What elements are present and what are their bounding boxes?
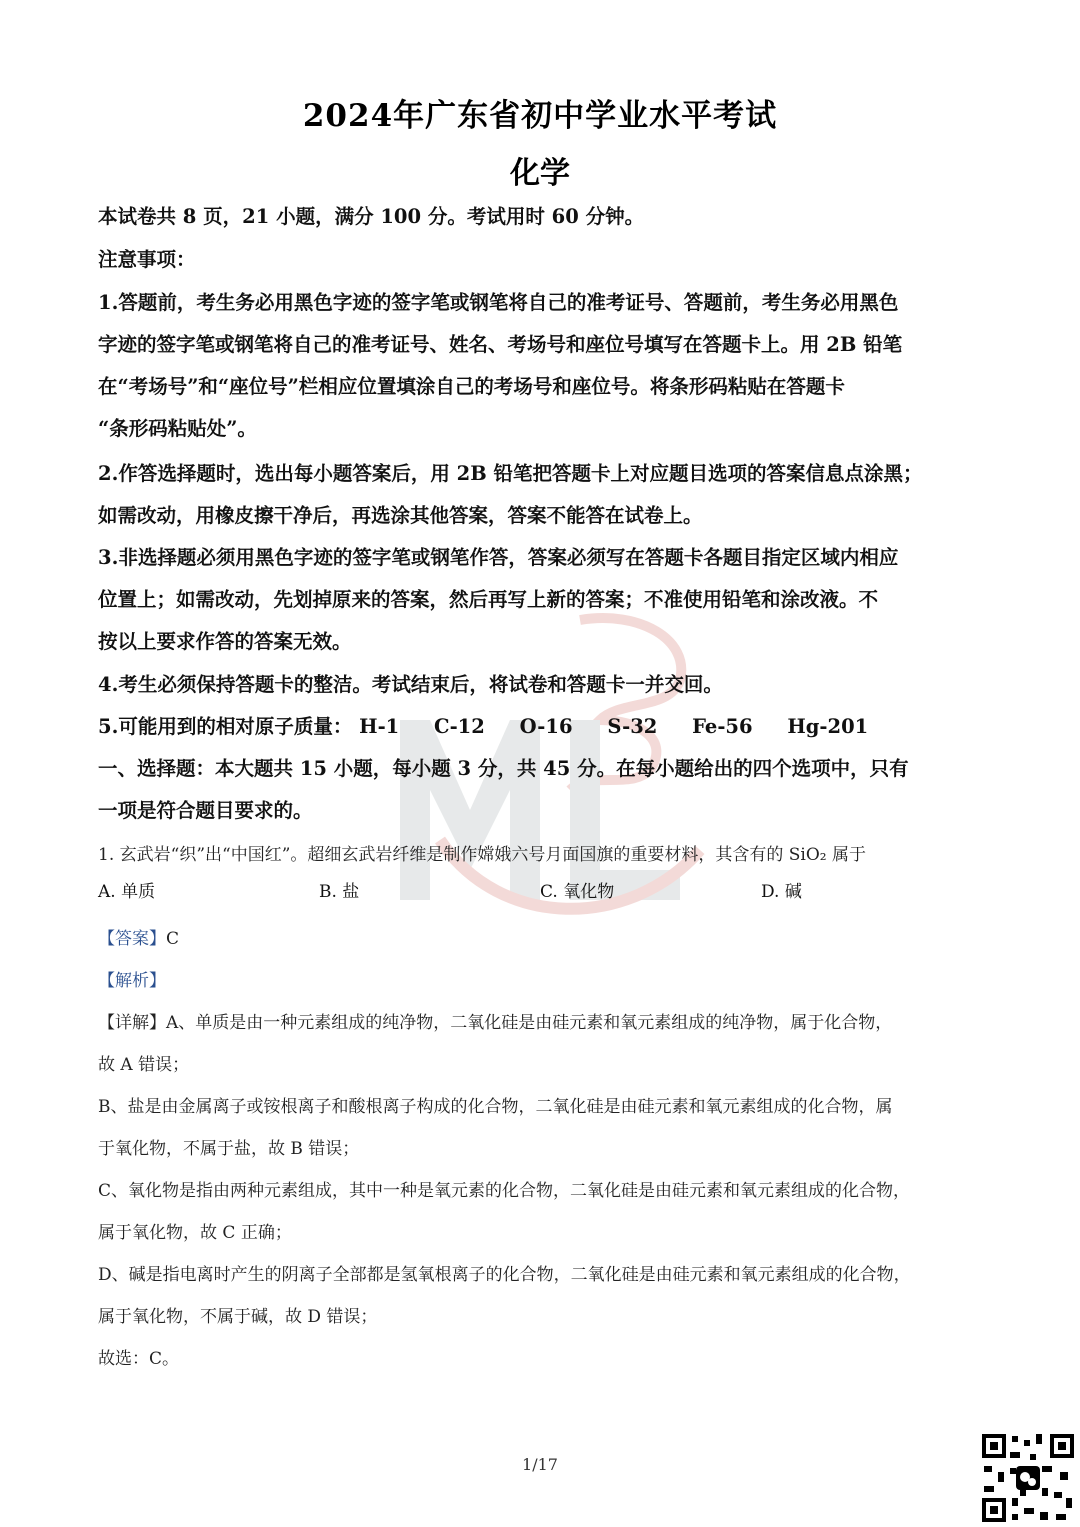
section-heading	[98, 748, 988, 832]
detail-line: D、碱是指电离时产生的阴离子全部都是氢氧根离子的化合物，二氧化硅是由硅元素和氧元素组成的化合物，	[98, 1265, 911, 1285]
atomic-mass-item: H-1	[359, 715, 400, 738]
option-c: C. 氧化物	[540, 882, 615, 902]
detail-block	[98, 1002, 988, 1380]
notice-heading: 注意事项：	[98, 248, 196, 271]
note-3	[98, 537, 988, 663]
section-line: 一、选择题：本大题共 15 小题，每小题 3 分，共 45 分。在每小题给出的四个选项中，只有	[98, 757, 909, 780]
option-b: B. 盐	[319, 882, 360, 902]
detail-line: 于氧化物，不属于盐，故 B 错误；	[98, 1139, 360, 1159]
atomic-mass-item: S-32	[607, 715, 658, 738]
detail-line: 故选：C。	[98, 1349, 180, 1369]
question-1-options	[98, 877, 988, 913]
note-line: 2.作答选择题时，选出每小题答案后，用 2B 铅笔把答题卡上对应题目选项的答案信息点涂黑；	[98, 462, 923, 485]
atomic-mass-item: Hg-201	[787, 715, 869, 738]
note-line: 按以上要求作答的答案无效。	[98, 630, 352, 653]
detail-line: 属于氧化物，故 C 正确；	[98, 1223, 292, 1243]
detail-line: C、氧化物是指由两种元素组成，其中一种是氧元素的化合物，二氧化硅是由硅元素和氧元素组成的化合物，	[98, 1181, 911, 1201]
option-a: A. 单质	[98, 882, 156, 902]
answer-line	[98, 918, 988, 960]
page-number: 1/17	[522, 1455, 558, 1474]
note-line: 3.非选择题必须用黑色字迹的签字笔或钢笔作答，答案必须写在答题卡各题目指定区域内相应	[98, 546, 899, 569]
detail-line: B、盐是由金属离子或铵根离子和酸根离子构成的化合物，二氧化硅是由硅元素和氧元素组成的化合物，属	[98, 1097, 893, 1117]
atomic-mass-item: Fe-56	[692, 715, 753, 738]
detail-line: 故 A 错误；	[98, 1055, 190, 1075]
note-4	[98, 664, 988, 706]
note-line: 4.考生必须保持答题卡的整洁。考试结束后，将试卷和答题卡一并交回。	[98, 673, 723, 696]
atomic-mass-line	[98, 706, 988, 748]
note-2	[98, 453, 988, 537]
detail-line: 【详解】A、单质是由一种元素组成的纯净物，二氧化硅是由硅元素和氧元素组成的纯净物，属于化合物，	[98, 1013, 893, 1033]
detail-line: 属于氧化物，不属于碱，故 D 错误；	[98, 1307, 378, 1327]
note-line: 如需改动，用橡皮擦干净后，再选涂其他答案，答案不能答在试卷上。	[98, 504, 703, 527]
atomic-mass-item: O-16	[519, 715, 573, 738]
detail-label: 【详解】	[98, 1013, 166, 1033]
exam-title: 2024年广东省初中学业水平考试	[302, 98, 778, 134]
analysis-label: 【解析】	[98, 971, 166, 991]
answer-value: C	[166, 929, 180, 949]
question-1-stem: 1. 玄武岩“织”出“中国红”。超细玄武岩纤维是制作嫦娥六号月面国旗的重要材料，其含有的 SiO₂ 属于	[98, 845, 867, 865]
answer-label: 【答案】	[98, 929, 166, 949]
section-line: 一项是符合题目要求的。	[98, 799, 313, 822]
note-line: 字迹的签字笔或钢笔将自己的准考证号、姓名、考场号和座位号填写在答题卡上。用 2B 铅笔	[98, 333, 903, 356]
subject-title: 化学	[510, 156, 570, 191]
note-1	[98, 282, 988, 450]
note-line: 1.答题前，考生务必用黑色字迹的签字笔或钢笔将自己的准考证号、答题前，考生务必用黑色	[98, 291, 899, 314]
atomic-mass-label: 5.可能用到的相对原子质量：	[98, 715, 353, 738]
option-d: D. 碱	[761, 882, 802, 902]
note-line: 在“考场号”和“座位号”栏相应位置填涂自己的考场号和座位号。将条形码粘贴在答题卡	[98, 375, 845, 398]
exam-summary: 本试卷共 8 页，21 小题，满分 100 分。考试用时 60 分钟。	[98, 205, 645, 228]
note-line: 位置上；如需改动，先划掉原来的答案，然后再写上新的答案；不准使用铅笔和涂改液。不	[98, 588, 879, 611]
atomic-mass-item: C-12	[434, 715, 485, 738]
note-line: “条形码粘贴处”。	[98, 417, 257, 440]
qr-code-icon	[980, 1432, 1076, 1524]
